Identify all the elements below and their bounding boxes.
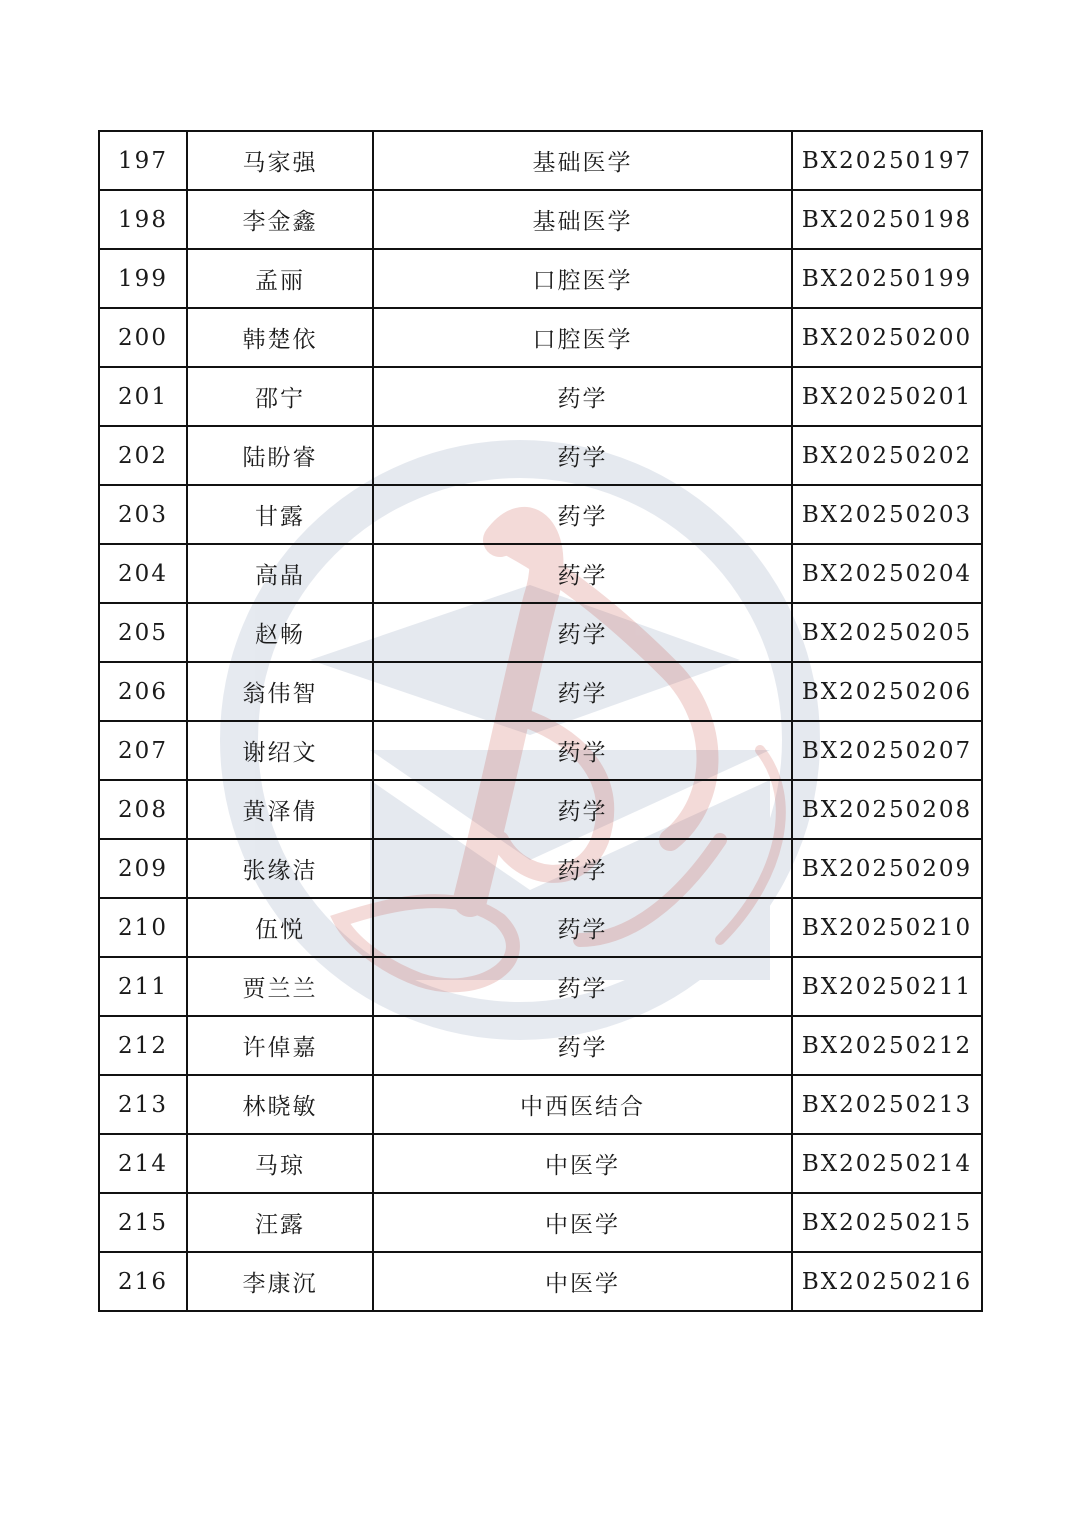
major-cell: 药学 [373, 426, 792, 485]
student-name-cell: 林晓敏 [187, 1075, 373, 1134]
roster-body [99, 131, 982, 1311]
major-cell: 中医学 [373, 1193, 792, 1252]
table-row [99, 1016, 982, 1075]
row-number-cell: 212 [99, 1016, 187, 1075]
student-name-cell: 高晶 [187, 544, 373, 603]
major-cell: 中医学 [373, 1252, 792, 1311]
student-name-cell: 黄泽倩 [187, 780, 373, 839]
registration-id-cell: BX20250206 [792, 662, 982, 721]
student-name-cell: 韩楚依 [187, 308, 373, 367]
student-name-cell: 李康沉 [187, 1252, 373, 1311]
registration-id-cell: BX20250208 [792, 780, 982, 839]
registration-id-cell: BX20250211 [792, 957, 982, 1016]
table-row [99, 131, 982, 190]
student-name-cell: 陆盼睿 [187, 426, 373, 485]
student-name-cell: 邵宁 [187, 367, 373, 426]
major-cell: 中医学 [373, 1134, 792, 1193]
major-cell: 药学 [373, 839, 792, 898]
row-number-cell: 205 [99, 603, 187, 662]
registration-id-cell: BX20250197 [792, 131, 982, 190]
table-row [99, 485, 982, 544]
table-row [99, 1075, 982, 1134]
student-name-cell: 许倬嘉 [187, 1016, 373, 1075]
row-number-cell: 197 [99, 131, 187, 190]
table-row [99, 1252, 982, 1311]
row-number-cell: 202 [99, 426, 187, 485]
registration-id-cell: BX20250210 [792, 898, 982, 957]
table-row [99, 721, 982, 780]
registration-id-cell: BX20250207 [792, 721, 982, 780]
table-row [99, 544, 982, 603]
table-row [99, 426, 982, 485]
major-cell: 药学 [373, 485, 792, 544]
registration-id-cell: BX20250198 [792, 190, 982, 249]
row-number-cell: 211 [99, 957, 187, 1016]
row-number-cell: 204 [99, 544, 187, 603]
major-cell: 药学 [373, 1016, 792, 1075]
row-number-cell: 198 [99, 190, 187, 249]
major-cell: 药学 [373, 662, 792, 721]
table-row [99, 308, 982, 367]
row-number-cell: 206 [99, 662, 187, 721]
row-number-cell: 207 [99, 721, 187, 780]
student-name-cell: 伍悦 [187, 898, 373, 957]
table-row [99, 662, 982, 721]
major-cell: 药学 [373, 898, 792, 957]
registration-id-cell: BX20250209 [792, 839, 982, 898]
row-number-cell: 208 [99, 780, 187, 839]
student-name-cell: 汪露 [187, 1193, 373, 1252]
major-cell: 药学 [373, 780, 792, 839]
major-cell: 药学 [373, 544, 792, 603]
major-cell: 基础医学 [373, 190, 792, 249]
table-row [99, 839, 982, 898]
table-row [99, 780, 982, 839]
major-cell: 药学 [373, 367, 792, 426]
registration-id-cell: BX20250203 [792, 485, 982, 544]
row-number-cell: 210 [99, 898, 187, 957]
row-number-cell: 203 [99, 485, 187, 544]
row-number-cell: 213 [99, 1075, 187, 1134]
major-cell: 口腔医学 [373, 308, 792, 367]
registration-id-cell: BX20250201 [792, 367, 982, 426]
student-name-cell: 贾兰兰 [187, 957, 373, 1016]
student-name-cell: 李金鑫 [187, 190, 373, 249]
registration-id-cell: BX20250202 [792, 426, 982, 485]
registration-id-cell: BX20250200 [792, 308, 982, 367]
major-cell: 药学 [373, 603, 792, 662]
row-number-cell: 200 [99, 308, 187, 367]
student-name-cell: 马家强 [187, 131, 373, 190]
row-number-cell: 215 [99, 1193, 187, 1252]
major-cell: 药学 [373, 957, 792, 1016]
student-name-cell: 赵畅 [187, 603, 373, 662]
major-cell: 基础医学 [373, 131, 792, 190]
registration-id-cell: BX20250214 [792, 1134, 982, 1193]
student-name-cell: 马琼 [187, 1134, 373, 1193]
major-cell: 中西医结合 [373, 1075, 792, 1134]
student-name-cell: 谢绍文 [187, 721, 373, 780]
registration-id-cell: BX20250215 [792, 1193, 982, 1252]
student-name-cell: 孟丽 [187, 249, 373, 308]
row-number-cell: 199 [99, 249, 187, 308]
registration-id-cell: BX20250199 [792, 249, 982, 308]
row-number-cell: 209 [99, 839, 187, 898]
table-row [99, 190, 982, 249]
registration-id-cell: BX20250213 [792, 1075, 982, 1134]
table-row [99, 1193, 982, 1252]
table-row [99, 1134, 982, 1193]
table-row [99, 898, 982, 957]
major-cell: 药学 [373, 721, 792, 780]
table-row [99, 367, 982, 426]
admission-roster-table [98, 130, 983, 1312]
registration-id-cell: BX20250205 [792, 603, 982, 662]
student-name-cell: 甘露 [187, 485, 373, 544]
row-number-cell: 214 [99, 1134, 187, 1193]
table-row [99, 249, 982, 308]
row-number-cell: 216 [99, 1252, 187, 1311]
table-row [99, 603, 982, 662]
student-name-cell: 张缘洁 [187, 839, 373, 898]
major-cell: 口腔医学 [373, 249, 792, 308]
student-name-cell: 翁伟智 [187, 662, 373, 721]
registration-id-cell: BX20250216 [792, 1252, 982, 1311]
row-number-cell: 201 [99, 367, 187, 426]
registration-id-cell: BX20250204 [792, 544, 982, 603]
registration-id-cell: BX20250212 [792, 1016, 982, 1075]
table-row [99, 957, 982, 1016]
